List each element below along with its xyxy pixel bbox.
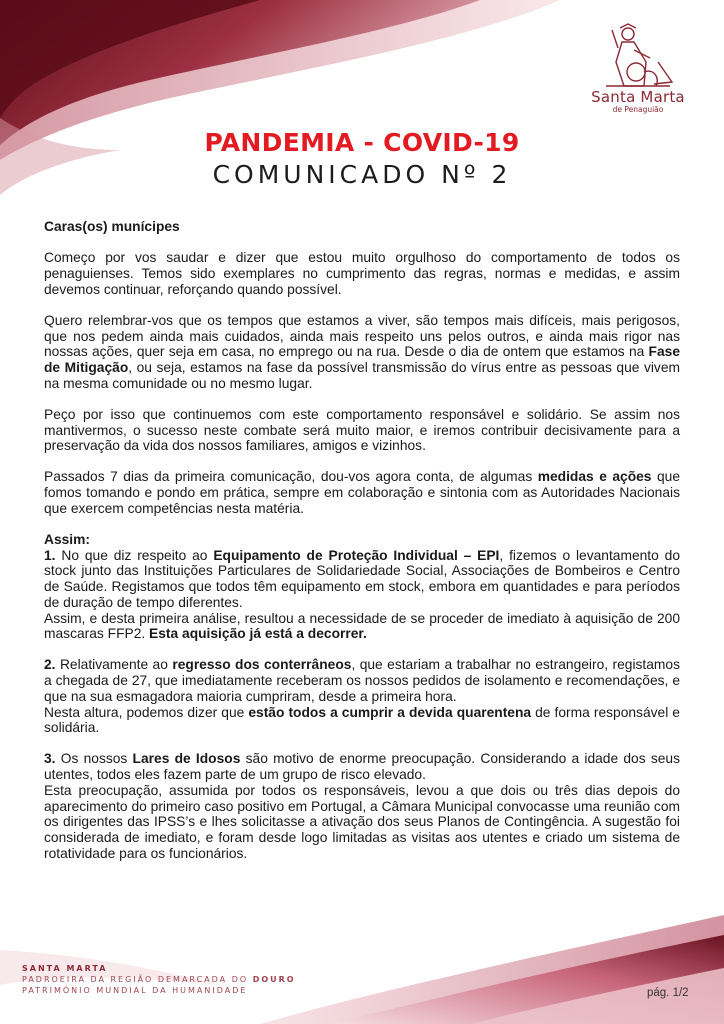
footer-line-1: SANTA MARTA (22, 964, 108, 973)
item-3-number: 3. (44, 751, 56, 767)
item-1-bold-2: Esta aquisição já está a decorrer. (149, 626, 367, 642)
item-2-number: 2. (44, 657, 56, 673)
paragraph-4 (44, 469, 680, 516)
footer-line-2-bold: DOURO (252, 975, 296, 984)
item-2 (44, 657, 680, 704)
item-1-continued (44, 611, 680, 642)
document-subtitle: COMUNICADO Nº 2 (212, 160, 512, 189)
footer-line-3: PATRIMÓNIO MUNDIAL DA HUMANIDADE (22, 986, 248, 995)
paragraph-4-text-c: que fomos tomando e pondo em prática, sempre em colaboração e sintonia com as Autoridades Nacionais que exercem competências nesta matéria. (44, 469, 681, 516)
footer-line-2-text: PADROEIRA DA REGIÃO DEMARCADA DO (22, 975, 253, 984)
paragraph-1: Começo por vos saudar e dizer que estou muito orgulhoso do comportamento de todos os penaguienses. Temos sido exemplares no cumprimento das regras, normas e medidas, e assim devemos continuar, reforçando quando possível. (44, 250, 680, 297)
assim-heading: Assim: (44, 532, 91, 548)
item-3-continued: Esta preocupação, assumida por todos os responsáveis, levou a que dois ou três dias depois do aparecimento do primeiro caso positivo em Portugal, a Câmara Municipal convocasse uma reunião com os dirigentes das IPSS’s e lhes solicitasse a ativação dos seus Planos de Contingência. A sugestão foi considerada de imediato, e foram desde logo limitadas as visitas aos utentes e criado um sistema de rotatividade para os funcionários. (44, 782, 680, 861)
paragraph-2-bold: Fase de Mitigação (44, 344, 680, 375)
item-1-text-c: , fizemos o levantamento do stock junto das Instituições Particulares de Solidariedade Social, Associações de Bombeiros e Centro de Saúde. Registamos que todos têm equipamento em stock, embora em quantidades e para períodos de duração de tempo diferentes. (44, 547, 680, 610)
item-2-text-a: Relativamente ao (55, 657, 173, 673)
footer (22, 963, 296, 996)
item-3-bold: Lares de Idosos (132, 751, 241, 767)
paragraph-3: Peço por isso que continuemos com este comportamento responsável e solidário. Se assim nos mantivermos, o sucesso neste combate será muito maior, e iremos contribuir decisivamente para a preservação da vida dos nossos familiares, amigos e vizinhos. (44, 406, 680, 454)
item-3 (44, 751, 680, 782)
item-1-text-a: No que diz respeito ao (55, 547, 214, 563)
logo-subname: de Penaguião (612, 105, 664, 114)
item-2-bold: regresso dos conterrâneos (172, 657, 352, 673)
item-1-text-d: Assim, e desta primeira análise, resultou a necessidade de se proceder de imediato à aquisição de 200 mascaras FFP2. (44, 610, 680, 642)
letter-body (44, 219, 680, 877)
paragraph-2-text-a: Quero relembrar-vos que os tempos que estamos a viver, são tempos mais difíceis, mais perigosos, que nos pedem ainda mais cuidados, ainda mais respeito uns pelos outros, e ainda mais rigor nas nossas ações, quer seja em casa, no emprego ou na rua. Desde o dia de ontem que estamos na (44, 312, 680, 360)
santa-marta-logo (582, 22, 694, 114)
item-2-text-f: de forma responsável e solidária. (44, 704, 680, 736)
page-number: pág. 1/2 (647, 987, 689, 999)
paragraph-2 (44, 313, 680, 392)
logo-name: Santa Marta (591, 88, 685, 106)
paragraph-4-bold: medidas e ações (537, 469, 652, 485)
paragraph-2-text-c: , ou seja, estamos na fase da possível transmissão do vírus entre as pessoas que vivem na mesma comunidade ou no mesmo lugar. (44, 359, 680, 391)
item-2-text-c: , que estariam a trabalhar no estrangeiro, registamos a chegada de 27, que imediatamente receberam os nossos pedidos de isolamento e recomendações, e que na sua esmagadora maioria cumpriram, desde a primeira hora. (44, 657, 680, 704)
footer-line-2 (22, 974, 296, 985)
item-3-text-a: Os nossos (55, 751, 133, 767)
item-2-text-d: Nesta altura, podemos dizer que (44, 704, 249, 720)
item-2-bold-2: estão todos a cumprir a devida quarentena (248, 704, 532, 720)
item-1-bold: Equipamento de Proteção Individual – EPI (213, 547, 500, 563)
item-3-text-c: são motivo de enorme preocupação. Considerando a idade dos seus utentes, todos eles fazem parte de um grupo de risco elevado. (44, 751, 680, 783)
item-2-continued (44, 705, 680, 736)
document-title: PANDEMIA - COVID-19 (204, 128, 520, 157)
item-1 (44, 548, 680, 611)
saint-figure-icon (598, 22, 678, 92)
paragraph-4-text-a: Passados 7 dias da primeira comunicação, dou-vos agora conta, de algumas (44, 469, 538, 485)
greeting: Caras(os) munícipes (44, 219, 180, 234)
item-1-number: 1. (44, 547, 56, 563)
